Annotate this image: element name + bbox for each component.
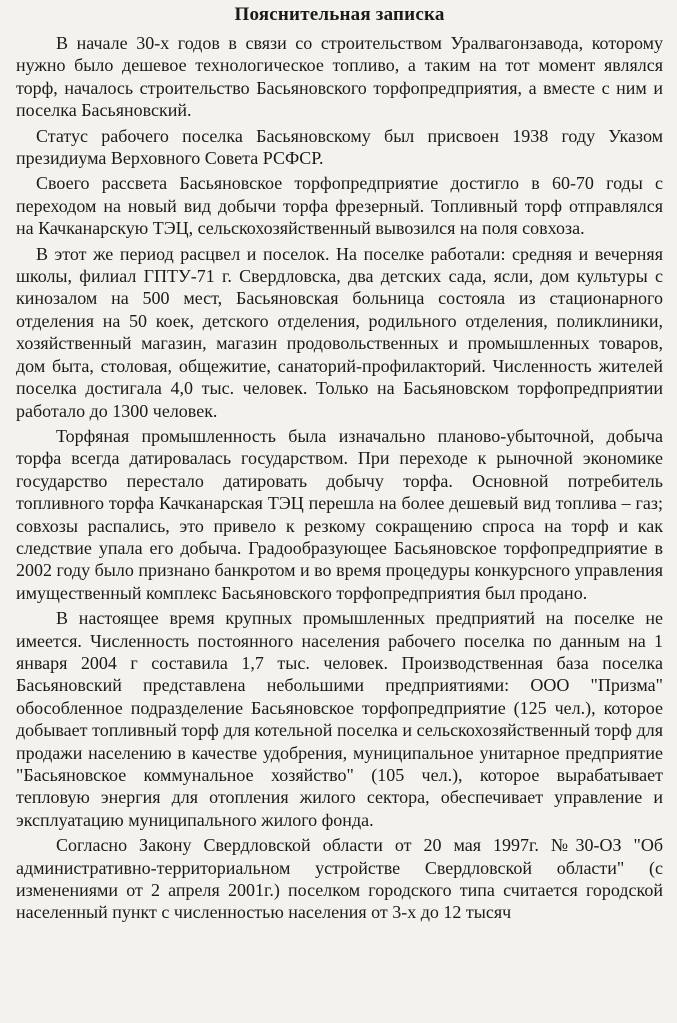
- paragraph-status: Статус рабочего поселка Басьяновскому был присвоен 1938 году Указом президиума Верховного Совета РСФСР.: [16, 125, 663, 169]
- document-title: Пояснительная записка: [234, 4, 445, 25]
- paragraph-current: В настоящее время крупных промышленных предприятий на поселке не имеется. Численность постоянного населения рабочего поселка по данным на 1 января 2004 г составила 1,7 тыс. человек. Производственная база поселка Басьяновский представлена небольшими предприятиями: ООО "Призма" обособленное подразделение Басьяновское торфопредприятие (125 чел.), которое добывает топливный торф для котельной поселка и сельскохозяйственный торф для продажи населению в качестве удобрения, муниципальное унитарное предприятие "Басьяновское коммунальное хозяйство" (105 чел.), которое вырабатывает тепловую энергия для отопления жилого сектора, обеспечивает управление и эксплуатацию муниципального жилого фонда.: [16, 608, 663, 830]
- paragraph-peak: Своего рассвета Басьяновское торфопредприятие достигло в 60-70 годы с переходом на новый вид добычи торфа фрезерный. Топливный торф отправлялся на Качканарскую ТЭЦ, сельскохозяйственный вывозился на поля совхоза.: [16, 173, 663, 239]
- paragraph-settlement: В этот же период расцвел и поселок. На поселке работали: средняя и вечерняя школы, филиал ГПТУ-71 г. Свердловска, два детских сада, ясли, дом культуры с кинозалом на 500 мест, Басьяновская больница состояла из стационарного отделения на 50 коек, детского отделения, родильного отделения, поликлиники, хозяйственный магазин, магазин продовольственных и промышленных товаров, дом быта, столовая, общежитие, санаторий-профилакторий. Численность жителей поселка достигала 4,0 тыс. человек. Только на Басьяновском торфопредприятии работало до 1300 человек.: [16, 243, 663, 421]
- paragraph-decline: Торфяная промышленность была изначально планово-убыточной, добыча торфа всегда датировалась государством. При переходе к рыночной экономике государство перестало датировать добычу торфа. Основной потребитель топливного торфа Качканарская ТЭЦ перешла на более дешевый вид топлива – газ; совхозы распались, это привело к резкому сокращению спроса на торф и как следствие упала его добыча. Градообразующее Басьяновское торфопредприятие в 2002 году было признано банкротом и во время процедуры конкурсного управления имущественный комплекс Басьяновского торфопредприятия был продано.: [16, 425, 663, 603]
- paragraph-history: В начале 30-х годов в связи со строительством Уралвагонзавода, которому нужно было дешевое технологическое топливо, а таким на тот момент являлся торф, началось строительство Басьяновского торфопредприятия, а вместе с ним и поселка Басьяновский.: [16, 33, 663, 121]
- paragraph-law: Согласно Закону Свердловской области от 20 мая 1997г. №30-ОЗ "Об административно-территориальном устройстве Свердловской области" (с изменениями от 2 апреля 2001г.) поселком городского типа считается городской населенный пункт с численностью населения от 3-х до 12 тысяч: [16, 835, 663, 923]
